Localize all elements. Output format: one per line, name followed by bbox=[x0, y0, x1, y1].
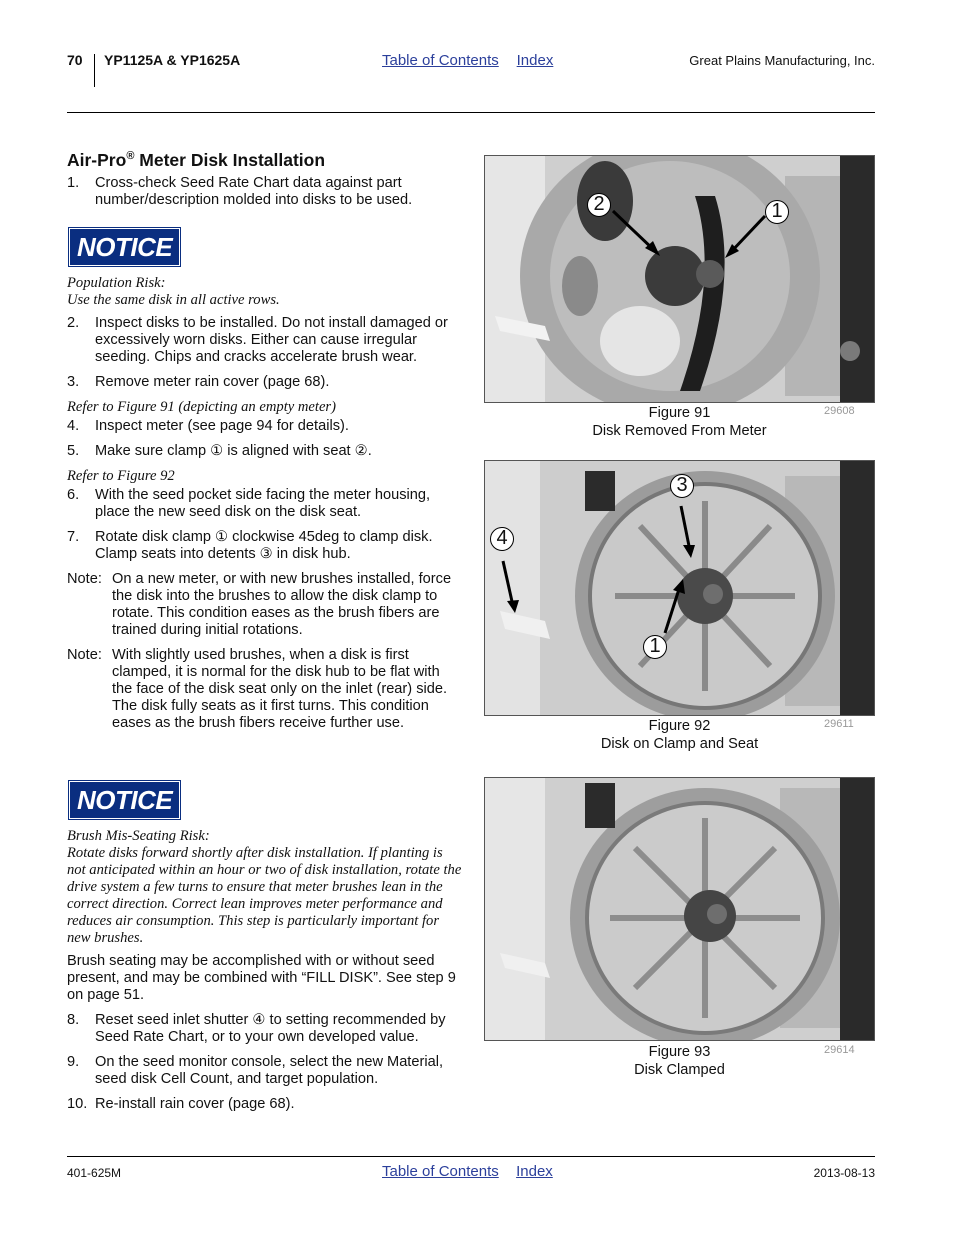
figure-92-number: 29611 bbox=[824, 718, 854, 730]
figure-93-caption: Figure 93 Disk Clamped bbox=[634, 1044, 725, 1078]
notice-text: Rotate disks forward shortly after disk installation. If planting is not anticipated within an hour or two of disk installation, rotate the drive system a few turns to ensure that meter brushes lean in the correct direction. Correct lean improves meter performance and reduces air consumption. This step is particularly important for new brushes. bbox=[67, 844, 462, 946]
figure-reference: Refer to Figure 92 bbox=[67, 467, 175, 484]
step-8: 8. Reset seed inlet shutter ④ to setting recommended by Seed Rate Chart, or to your own developed value. bbox=[67, 1011, 446, 1045]
footer-rule bbox=[67, 1156, 875, 1157]
header-divider bbox=[94, 54, 95, 87]
callout-1: 1 bbox=[643, 635, 667, 659]
footer-date: 2013-08-13 bbox=[813, 1166, 875, 1180]
note-1: Note: On a new meter, or with new brushes installed, force the disk into the brushes to allow the disk clamp to rotate. This condition eases as the brush fibers are trained during initial rotations. bbox=[67, 570, 452, 638]
disk-on-clamp-illustration bbox=[485, 461, 875, 716]
figure-91-photo bbox=[484, 155, 875, 403]
step-9: 9. On the seed monitor console, select the new Material, seed disk Cell Count, and target population. bbox=[67, 1053, 443, 1087]
page-number: 70 bbox=[67, 52, 83, 68]
page-header bbox=[67, 52, 875, 92]
header-rule bbox=[67, 112, 875, 113]
notice-heading: Population Risk: bbox=[67, 274, 166, 291]
step-5: 5. Make sure clamp ① is aligned with seat ②. bbox=[67, 442, 372, 459]
header-links bbox=[382, 52, 567, 69]
callout-3: 3 bbox=[670, 474, 694, 498]
meter-empty-illustration bbox=[485, 156, 875, 403]
figure-93-number: 29614 bbox=[824, 1044, 855, 1056]
callout-1: 1 bbox=[765, 200, 789, 224]
figure-91-number: 29608 bbox=[824, 405, 855, 417]
note-2: Note: With slightly used brushes, when a disk is first clamped, it is normal for the disk hub to be flat with the face of the disk seat only on the inlet (rear) side. The disk fully seats as it first turns. This condition eases as the brush fibers receive further use. bbox=[67, 646, 448, 731]
step-2: 2. Inspect disks to be installed. Do not install damaged or excessively worn disks. Either can cause irregular seeding. Chips and cracks accelerate brush wear. bbox=[67, 314, 448, 365]
footer-links bbox=[382, 1163, 567, 1180]
notice-text: Use the same disk in all active rows. bbox=[67, 291, 280, 308]
company-name: Great Plains Manufacturing, Inc. bbox=[689, 53, 875, 68]
disk-clamped-illustration bbox=[485, 778, 875, 1041]
callout-2: 2 bbox=[587, 193, 611, 217]
figure-91-caption: Figure 91 Disk Removed From Meter bbox=[592, 405, 767, 439]
notice-heading: Brush Mis-Seating Risk: bbox=[67, 827, 210, 844]
toc-link[interactable]: Table of Contents bbox=[382, 52, 499, 69]
figure-93-photo bbox=[484, 777, 875, 1041]
toc-link[interactable]: Table of Contents bbox=[382, 1163, 499, 1180]
instructions-column bbox=[67, 148, 462, 1121]
step-7: 7. Rotate disk clamp ① clockwise 45deg to clamp disk. Clamp seats into detents ③ in disk hub. bbox=[67, 528, 433, 562]
section-title: Air-Pro® Meter Disk Installation bbox=[67, 149, 326, 170]
figure-reference: Refer to Figure 91 (depicting an empty meter) bbox=[67, 398, 336, 415]
step-4: 4. Inspect meter (see page 94 for details). bbox=[67, 417, 349, 434]
index-link[interactable]: Index bbox=[516, 52, 554, 69]
figure-92-caption: Figure 92 Disk on Clamp and Seat bbox=[600, 718, 759, 752]
step-3: 3. Remove meter rain cover (page 68). bbox=[67, 373, 330, 390]
index-link[interactable]: Index bbox=[516, 1163, 553, 1180]
figure-92-photo bbox=[484, 460, 875, 716]
notice-label: NOTICE bbox=[70, 782, 179, 818]
model-name: YP1125A & YP1625A bbox=[104, 52, 241, 68]
step-10: 10. Re-install rain cover (page 68). bbox=[67, 1095, 295, 1112]
step-1: 1. Cross-check Seed Rate Chart data against part number/description molded into disks to be used. bbox=[67, 174, 413, 208]
step-6: 6. With the seed pocket side facing the meter housing, place the new seed disk on the disk seat. bbox=[67, 486, 431, 520]
doc-number: 401-625M bbox=[67, 1166, 122, 1180]
callout-4: 4 bbox=[490, 527, 514, 551]
notice-label: NOTICE bbox=[70, 229, 179, 265]
brush-seating-paragraph: Brush seating may be accomplished with or without seed present, and may be combined with “FILL DISK”. See step 9 on page 51. bbox=[67, 952, 456, 1003]
